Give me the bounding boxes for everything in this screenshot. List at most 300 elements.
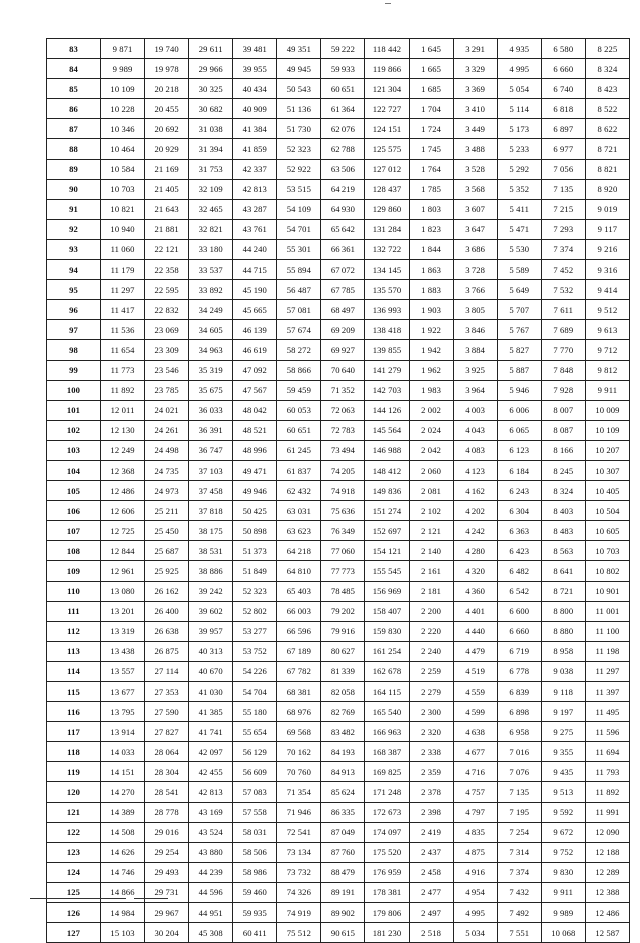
- row-index-cell: 94: [47, 260, 101, 280]
- table-cell: 35 675: [189, 380, 233, 400]
- table-cell: 42 813: [189, 782, 233, 802]
- table-cell: 73 134: [277, 842, 321, 862]
- table-cell: 32 109: [189, 179, 233, 199]
- table-cell: 2 497: [409, 903, 453, 923]
- table-row: [47, 219, 630, 239]
- table-cell: 43 880: [189, 842, 233, 862]
- table-cell: 69 927: [321, 340, 365, 360]
- table-cell: 3 884: [453, 340, 497, 360]
- row-index-cell: 97: [47, 320, 101, 340]
- table-cell: 154 121: [365, 541, 409, 561]
- table-cell: 43 287: [233, 199, 277, 219]
- table-cell: 7 374: [541, 239, 585, 259]
- table-cell: 6 006: [497, 400, 541, 420]
- table-cell: 29 611: [189, 39, 233, 59]
- table-cell: 1 942: [409, 340, 453, 360]
- table-cell: 10 207: [585, 440, 629, 460]
- table-cell: 8 920: [585, 179, 629, 199]
- table-cell: 8 880: [541, 621, 585, 641]
- table-cell: 20 692: [145, 119, 189, 139]
- table-cell: 7 314: [497, 842, 541, 862]
- row-index-cell: 104: [47, 460, 101, 480]
- table-cell: 58 272: [277, 340, 321, 360]
- table-row: [47, 99, 630, 119]
- table-cell: 12 130: [101, 420, 145, 440]
- table-cell: 84 193: [321, 742, 365, 762]
- table-cell: 5 767: [497, 320, 541, 340]
- table-cell: 10 901: [585, 581, 629, 601]
- table-cell: 57 081: [277, 300, 321, 320]
- table-cell: 66 003: [277, 601, 321, 621]
- row-index-cell: 117: [47, 722, 101, 742]
- table-cell: 59 459: [277, 380, 321, 400]
- table-cell: 4 123: [453, 460, 497, 480]
- table-cell: 14 866: [101, 882, 145, 902]
- table-cell: 11 892: [585, 782, 629, 802]
- table-cell: 5 946: [497, 380, 541, 400]
- table-cell: 8 622: [585, 119, 629, 139]
- footer-rule: [134, 898, 168, 899]
- table-cell: 12 188: [585, 842, 629, 862]
- table-cell: 28 778: [145, 802, 189, 822]
- table-cell: 49 945: [277, 59, 321, 79]
- table-cell: 4 757: [453, 782, 497, 802]
- table-cell: 5 887: [497, 360, 541, 380]
- table-cell: 9 871: [101, 39, 145, 59]
- table-cell: 42 097: [189, 742, 233, 762]
- table-cell: 5 589: [497, 260, 541, 280]
- table-cell: 10 703: [585, 541, 629, 561]
- table-cell: 9 592: [541, 802, 585, 822]
- table-cell: 1 803: [409, 199, 453, 219]
- table-cell: 83 482: [321, 722, 365, 742]
- table-cell: 70 640: [321, 360, 365, 380]
- row-index-cell: 118: [47, 742, 101, 762]
- table-cell: 41 384: [233, 119, 277, 139]
- table-cell: 74 918: [321, 481, 365, 501]
- table-cell: 50 898: [233, 521, 277, 541]
- table-cell: 40 434: [233, 79, 277, 99]
- table-cell: 21 169: [145, 159, 189, 179]
- table-cell: 12 289: [585, 862, 629, 882]
- table-row: [47, 280, 630, 300]
- table-cell: 55 301: [277, 239, 321, 259]
- table-cell: 77 773: [321, 561, 365, 581]
- table-cell: 131 284: [365, 219, 409, 239]
- table-cell: 11 001: [585, 601, 629, 621]
- table-cell: 11 793: [585, 762, 629, 782]
- table-cell: 6 778: [497, 661, 541, 681]
- row-index-cell: 114: [47, 661, 101, 681]
- table-cell: 43 761: [233, 219, 277, 239]
- row-index-cell: 125: [47, 882, 101, 902]
- row-index-cell: 92: [47, 219, 101, 239]
- table-cell: 41 030: [189, 682, 233, 702]
- table-cell: 3 568: [453, 179, 497, 199]
- table-cell: 9 812: [585, 360, 629, 380]
- table-cell: 61 245: [277, 440, 321, 460]
- row-index-cell: 119: [47, 762, 101, 782]
- table-row: [47, 79, 630, 99]
- table-cell: 40 670: [189, 661, 233, 681]
- table-cell: 34 605: [189, 320, 233, 340]
- table-cell: 156 969: [365, 581, 409, 601]
- table-cell: 3 766: [453, 280, 497, 300]
- table-cell: 76 349: [321, 521, 365, 541]
- table-cell: 9 911: [585, 380, 629, 400]
- table-cell: 22 595: [145, 280, 189, 300]
- row-index-cell: 86: [47, 99, 101, 119]
- table-cell: 8 522: [585, 99, 629, 119]
- table-cell: 2 320: [409, 722, 453, 742]
- table-cell: 2 477: [409, 882, 453, 902]
- table-cell: 3 449: [453, 119, 497, 139]
- table-cell: 4 716: [453, 762, 497, 782]
- table-cell: 1 665: [409, 59, 453, 79]
- table-cell: 57 674: [277, 320, 321, 340]
- table-cell: 8 483: [541, 521, 585, 541]
- table-cell: 6 719: [497, 641, 541, 661]
- table-cell: 19 978: [145, 59, 189, 79]
- table-cell: 71 354: [277, 782, 321, 802]
- table-cell: 4 875: [453, 842, 497, 862]
- row-index-cell: 106: [47, 501, 101, 521]
- table-cell: 2 437: [409, 842, 453, 862]
- table-cell: 8 324: [541, 481, 585, 501]
- table-cell: 5 707: [497, 300, 541, 320]
- table-cell: 87 049: [321, 822, 365, 842]
- table-cell: 32 821: [189, 219, 233, 239]
- table-cell: 4 995: [453, 903, 497, 923]
- table-cell: 14 270: [101, 782, 145, 802]
- table-cell: 145 564: [365, 420, 409, 440]
- table-cell: 7 076: [497, 762, 541, 782]
- row-index-cell: 115: [47, 682, 101, 702]
- row-index-cell: 126: [47, 903, 101, 923]
- table-cell: 41 741: [189, 722, 233, 742]
- table-cell: 12 368: [101, 460, 145, 480]
- table-body: [47, 39, 630, 943]
- table-cell: 27 114: [145, 661, 189, 681]
- table-cell: 84 913: [321, 762, 365, 782]
- table-cell: 39 602: [189, 601, 233, 621]
- table-cell: 63 623: [277, 521, 321, 541]
- table-cell: 69 209: [321, 320, 365, 340]
- table-cell: 3 488: [453, 139, 497, 159]
- table-cell: 4 995: [497, 59, 541, 79]
- row-index-cell: 122: [47, 822, 101, 842]
- table-cell: 7 135: [497, 782, 541, 802]
- table-cell: 65 642: [321, 219, 365, 239]
- table-cell: 59 222: [321, 39, 365, 59]
- table-cell: 9 513: [541, 782, 585, 802]
- table-row: [47, 260, 630, 280]
- table-cell: 41 385: [189, 702, 233, 722]
- table-cell: 10 068: [541, 923, 585, 943]
- table-cell: 4 677: [453, 742, 497, 762]
- table-cell: 10 228: [101, 99, 145, 119]
- table-cell: 35 319: [189, 360, 233, 380]
- table-cell: 11 397: [585, 682, 629, 702]
- table-cell: 38 175: [189, 521, 233, 541]
- table-row: [47, 903, 630, 923]
- table-cell: 3 647: [453, 219, 497, 239]
- table-cell: 158 407: [365, 601, 409, 621]
- table-cell: 49 471: [233, 460, 277, 480]
- table-cell: 10 405: [585, 481, 629, 501]
- table-cell: 5 114: [497, 99, 541, 119]
- table-cell: 8 166: [541, 440, 585, 460]
- table-row: [47, 420, 630, 440]
- table-cell: 14 626: [101, 842, 145, 862]
- table-cell: 39 481: [233, 39, 277, 59]
- table-cell: 67 072: [321, 260, 365, 280]
- table-cell: 29 493: [145, 862, 189, 882]
- table-cell: 148 412: [365, 460, 409, 480]
- row-index-cell: 109: [47, 561, 101, 581]
- table-cell: 9 316: [585, 260, 629, 280]
- table-cell: 6 123: [497, 440, 541, 460]
- table-cell: 2 300: [409, 702, 453, 722]
- table-cell: 4 599: [453, 702, 497, 722]
- table-cell: 82 769: [321, 702, 365, 722]
- table-cell: 2 024: [409, 420, 453, 440]
- row-index-cell: 100: [47, 380, 101, 400]
- table-row: [47, 641, 630, 661]
- table-cell: 174 097: [365, 822, 409, 842]
- table-row: [47, 561, 630, 581]
- table-cell: 12 486: [585, 903, 629, 923]
- table-cell: 67 785: [321, 280, 365, 300]
- table-cell: 10 703: [101, 179, 145, 199]
- table-cell: 4 320: [453, 561, 497, 581]
- row-index-cell: 111: [47, 601, 101, 621]
- table-cell: 51 730: [277, 119, 321, 139]
- table-cell: 5 530: [497, 239, 541, 259]
- table-cell: 4 638: [453, 722, 497, 742]
- table-cell: 129 860: [365, 199, 409, 219]
- table-cell: 128 437: [365, 179, 409, 199]
- table-cell: 179 806: [365, 903, 409, 923]
- table-cell: 125 575: [365, 139, 409, 159]
- table-cell: 68 497: [321, 300, 365, 320]
- table-cell: 66 596: [277, 621, 321, 641]
- table-row: [47, 621, 630, 641]
- table-row: [47, 882, 630, 902]
- table-cell: 6 660: [497, 621, 541, 641]
- table-cell: 55 894: [277, 260, 321, 280]
- table-cell: 132 722: [365, 239, 409, 259]
- table-cell: 2 161: [409, 561, 453, 581]
- table-cell: 49 946: [233, 481, 277, 501]
- table-cell: 47 567: [233, 380, 277, 400]
- table-cell: 60 651: [277, 420, 321, 440]
- table-cell: 12 090: [585, 822, 629, 842]
- table-cell: 58 031: [233, 822, 277, 842]
- table-cell: 28 064: [145, 742, 189, 762]
- table-cell: 44 596: [189, 882, 233, 902]
- table-cell: 6 740: [541, 79, 585, 99]
- table-cell: 2 279: [409, 682, 453, 702]
- table-cell: 10 821: [101, 199, 145, 219]
- table-cell: 2 259: [409, 661, 453, 681]
- table-cell: 14 984: [101, 903, 145, 923]
- table-row: [47, 39, 630, 59]
- table-cell: 1 823: [409, 219, 453, 239]
- table-cell: 44 715: [233, 260, 277, 280]
- table-cell: 9 512: [585, 300, 629, 320]
- table-cell: 2 378: [409, 782, 453, 802]
- table-cell: 25 450: [145, 521, 189, 541]
- table-cell: 62 076: [321, 119, 365, 139]
- table-cell: 7 293: [541, 219, 585, 239]
- table-cell: 4 519: [453, 661, 497, 681]
- table-cell: 1 844: [409, 239, 453, 259]
- row-index-cell: 108: [47, 541, 101, 561]
- table-cell: 7 689: [541, 320, 585, 340]
- table-cell: 6 542: [497, 581, 541, 601]
- table-cell: 26 638: [145, 621, 189, 641]
- row-index-cell: 95: [47, 280, 101, 300]
- table-cell: 5 352: [497, 179, 541, 199]
- row-index-cell: 107: [47, 521, 101, 541]
- table-row: [47, 822, 630, 842]
- table-cell: 13 080: [101, 581, 145, 601]
- table-cell: 31 753: [189, 159, 233, 179]
- table-cell: 29 967: [145, 903, 189, 923]
- row-index-cell: 113: [47, 641, 101, 661]
- table-cell: 21 405: [145, 179, 189, 199]
- table-cell: 122 727: [365, 99, 409, 119]
- row-index-cell: 96: [47, 300, 101, 320]
- table-cell: 60 411: [233, 923, 277, 943]
- table-cell: 127 012: [365, 159, 409, 179]
- table-row: [47, 159, 630, 179]
- table-row: [47, 179, 630, 199]
- table-cell: 169 825: [365, 762, 409, 782]
- table-cell: 1 863: [409, 260, 453, 280]
- table-cell: 9 019: [585, 199, 629, 219]
- data-table-container: [46, 38, 630, 943]
- table-cell: 11 297: [585, 661, 629, 681]
- table-cell: 13 201: [101, 601, 145, 621]
- table-cell: 89 902: [321, 903, 365, 923]
- table-cell: 86 335: [321, 802, 365, 822]
- table-cell: 9 038: [541, 661, 585, 681]
- table-cell: 37 103: [189, 460, 233, 480]
- row-index-cell: 84: [47, 59, 101, 79]
- table-cell: 62 788: [321, 139, 365, 159]
- table-cell: 2 419: [409, 822, 453, 842]
- table-cell: 9 752: [541, 842, 585, 862]
- table-cell: 135 570: [365, 280, 409, 300]
- table-cell: 175 520: [365, 842, 409, 862]
- table-cell: 9 118: [541, 682, 585, 702]
- table-cell: 7 492: [497, 903, 541, 923]
- table-cell: 55 654: [233, 722, 277, 742]
- table-cell: 164 115: [365, 682, 409, 702]
- table-cell: 161 254: [365, 641, 409, 661]
- table-cell: 8 958: [541, 641, 585, 661]
- table-cell: 13 319: [101, 621, 145, 641]
- table-cell: 119 866: [365, 59, 409, 79]
- table-cell: 2 181: [409, 581, 453, 601]
- table-cell: 30 682: [189, 99, 233, 119]
- row-index-cell: 93: [47, 239, 101, 259]
- footer-rule: [30, 898, 126, 899]
- table-cell: 78 485: [321, 581, 365, 601]
- table-cell: 8 563: [541, 541, 585, 561]
- table-cell: 7 016: [497, 742, 541, 762]
- table-cell: 48 042: [233, 400, 277, 420]
- table-cell: 22 832: [145, 300, 189, 320]
- table-cell: 67 782: [277, 661, 321, 681]
- table-cell: 3 728: [453, 260, 497, 280]
- table-cell: 11 060: [101, 239, 145, 259]
- table-cell: 6 898: [497, 702, 541, 722]
- table-cell: 14 389: [101, 802, 145, 822]
- table-cell: 12 725: [101, 521, 145, 541]
- table-cell: 118 442: [365, 39, 409, 59]
- table-cell: 62 432: [277, 481, 321, 501]
- table-cell: 26 400: [145, 601, 189, 621]
- table-cell: 20 455: [145, 99, 189, 119]
- table-row: [47, 320, 630, 340]
- table-cell: 6 243: [497, 481, 541, 501]
- table-cell: 5 411: [497, 199, 541, 219]
- table-cell: 2 458: [409, 862, 453, 882]
- table-cell: 10 009: [585, 400, 629, 420]
- row-index-cell: 124: [47, 862, 101, 882]
- table-cell: 5 173: [497, 119, 541, 139]
- table-cell: 5 827: [497, 340, 541, 360]
- table-cell: 10 109: [101, 79, 145, 99]
- table-cell: 1 903: [409, 300, 453, 320]
- table-cell: 56 609: [233, 762, 277, 782]
- table-cell: 171 248: [365, 782, 409, 802]
- table-cell: 73 494: [321, 440, 365, 460]
- table-cell: 51 136: [277, 99, 321, 119]
- table-cell: 144 126: [365, 400, 409, 420]
- table-row: [47, 782, 630, 802]
- table-cell: 27 590: [145, 702, 189, 722]
- row-index-cell: 121: [47, 802, 101, 822]
- table-cell: 15 103: [101, 923, 145, 943]
- table-cell: 37 458: [189, 481, 233, 501]
- table-cell: 72 541: [277, 822, 321, 842]
- table-cell: 11 892: [101, 380, 145, 400]
- row-index-cell: 120: [47, 782, 101, 802]
- table-cell: 176 959: [365, 862, 409, 882]
- table-cell: 3 369: [453, 79, 497, 99]
- table-cell: 49 351: [277, 39, 321, 59]
- table-cell: 75 512: [277, 923, 321, 943]
- table-cell: 22 121: [145, 239, 189, 259]
- table-cell: 6 482: [497, 561, 541, 581]
- table-cell: 12 961: [101, 561, 145, 581]
- table-cell: 11 536: [101, 320, 145, 340]
- table-cell: 56 129: [233, 742, 277, 762]
- table-cell: 2 042: [409, 440, 453, 460]
- table-cell: 4 916: [453, 862, 497, 882]
- table-cell: 6 600: [497, 601, 541, 621]
- table-cell: 53 277: [233, 621, 277, 641]
- row-index-cell: 123: [47, 842, 101, 862]
- table-cell: 7 848: [541, 360, 585, 380]
- table-cell: 70 162: [277, 742, 321, 762]
- table-cell: 9 712: [585, 340, 629, 360]
- table-cell: 5 034: [453, 923, 497, 943]
